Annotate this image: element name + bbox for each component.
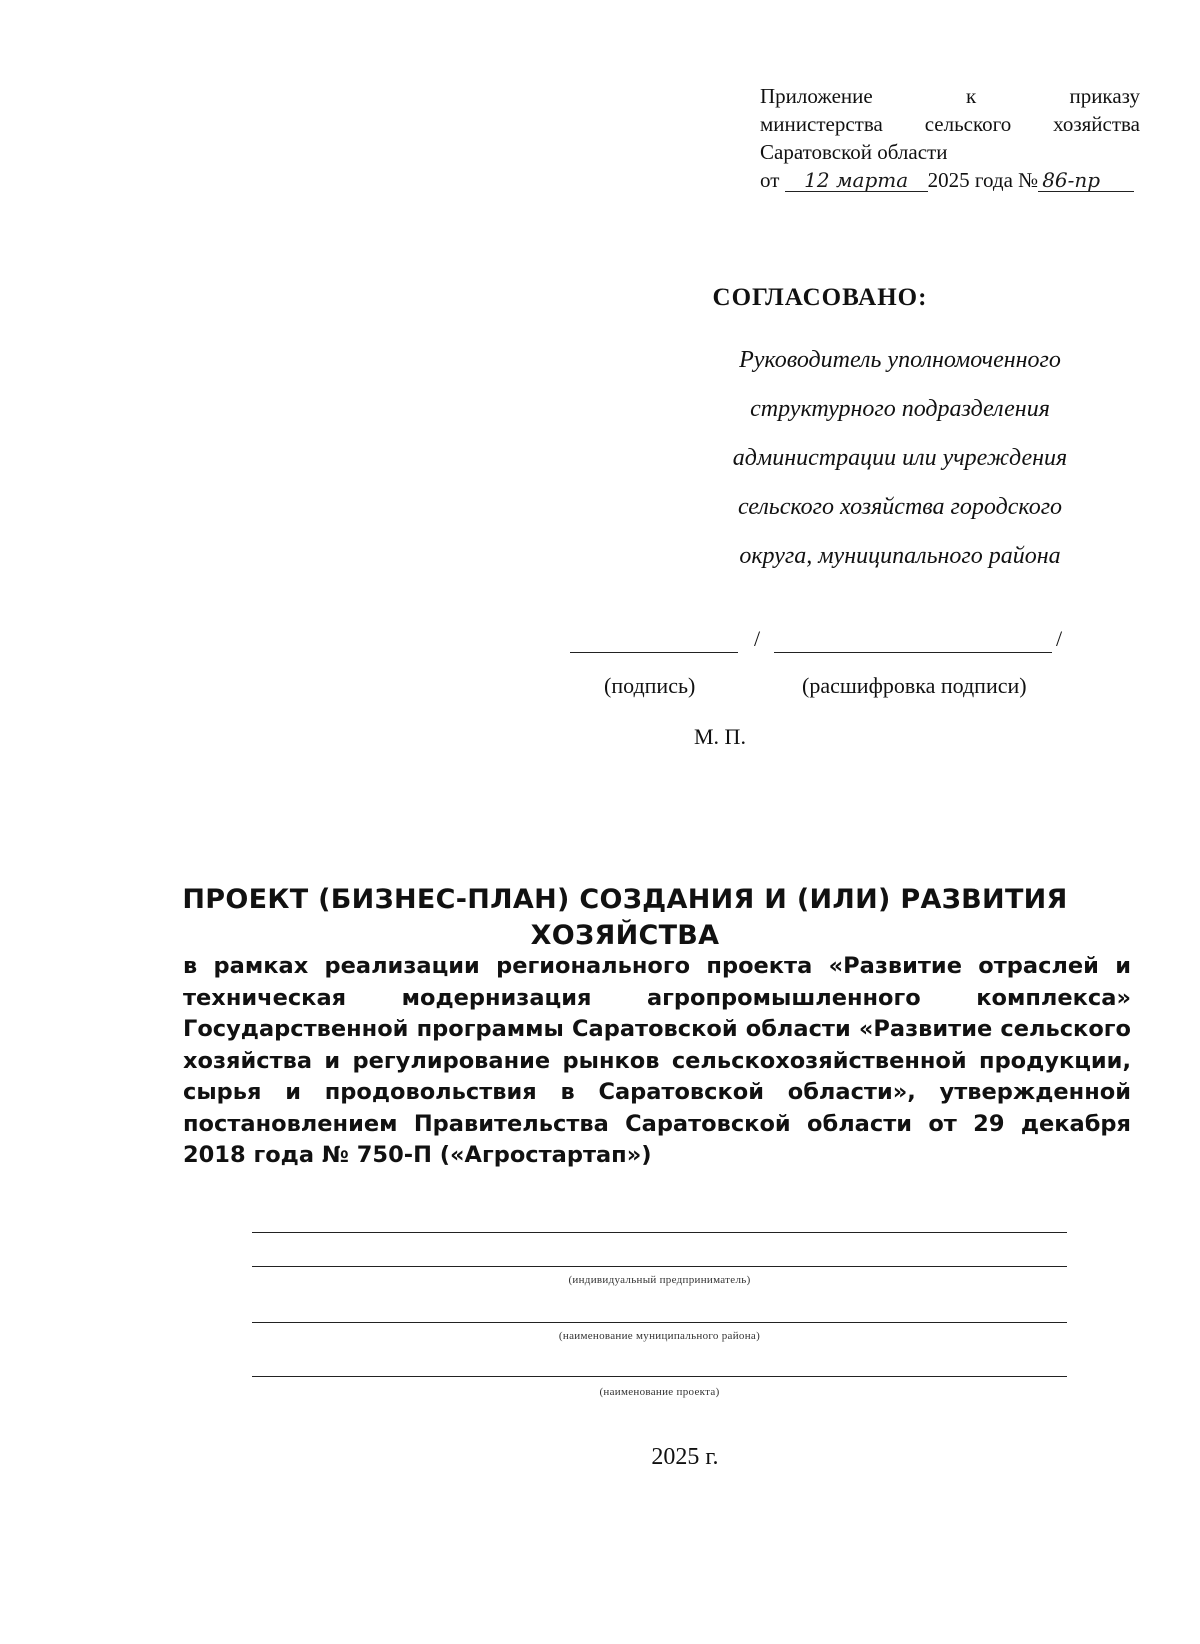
signature-slash: / — [754, 626, 761, 651]
agreed-line: сельского хозяйства городского — [737, 494, 1063, 520]
district-field-line — [252, 1322, 1067, 1323]
signature-decoding-line — [774, 652, 1052, 653]
document-subtitle: в рамках реализации регионального проекта «Развитие отраслей и техническая модернизация агропромышленного комплекса» Государственной программы Саратовской области «Развитие сельского хозяйства и регулирование рынков сельскохозяйственной продукции, сырья и продовольствия в Саратовской области», утвержденной постановлением Правительства Саратовской области от 29 декабря 2018 года № 750-П («Агростартап») — [183, 953, 1131, 1168]
appendix-word: приказу — [1069, 84, 1140, 108]
field-line-top — [252, 1232, 1067, 1233]
entrepreneur-field-line — [252, 1266, 1067, 1267]
agreed-title: СОГЛАСОВАНО: — [712, 284, 928, 311]
agreed-line: администрации или учреждения — [732, 445, 1068, 471]
number-sign: № — [1018, 168, 1039, 192]
appendix-line-1 — [760, 82, 1140, 110]
appendix-date-line — [760, 166, 1140, 194]
stamp-place: М. П. — [694, 724, 746, 749]
appendix-block — [760, 82, 1140, 194]
handwritten-order-number: 86-пр — [1038, 169, 1134, 192]
title-line: ПРОЕКТ (БИЗНЕС-ПЛАН) СОЗДАНИЯ И (ИЛИ) РАЗВИТИЯ — [182, 884, 1068, 915]
signature-decoding-caption: (расшифровка подписи) — [802, 673, 1027, 698]
agreed-position — [660, 336, 1140, 581]
signature-line — [570, 652, 738, 653]
district-caption: (наименование муниципального района) — [558, 1330, 761, 1342]
order-year: 2025 года — [927, 168, 1013, 192]
signature-caption: (подпись) — [604, 673, 696, 698]
project-field-line — [252, 1376, 1067, 1377]
agreed-line: Руководитель уполномоченного — [739, 347, 1061, 373]
document-title — [90, 882, 1160, 954]
appendix-line-2: министерства сельского хозяйства — [760, 112, 1140, 136]
appendix-word: к — [965, 84, 977, 108]
project-caption: (наименование проекта) — [599, 1386, 720, 1398]
appendix-word: Приложение — [760, 84, 873, 108]
title-line: ХОЗЯЙСТВА — [530, 920, 720, 951]
document-year: 2025 г. — [651, 1444, 719, 1470]
agreed-line: структурного подразделения — [750, 396, 1050, 422]
agreed-line: округа, муниципального района — [739, 543, 1061, 569]
handwritten-date: 12 марта — [785, 169, 928, 192]
entrepreneur-caption: (индивидуальный предприниматель) — [568, 1274, 751, 1286]
appendix-line-3: Саратовской области — [760, 140, 948, 164]
date-prefix: от — [760, 168, 780, 192]
signature-slash-end: / — [1056, 626, 1063, 651]
